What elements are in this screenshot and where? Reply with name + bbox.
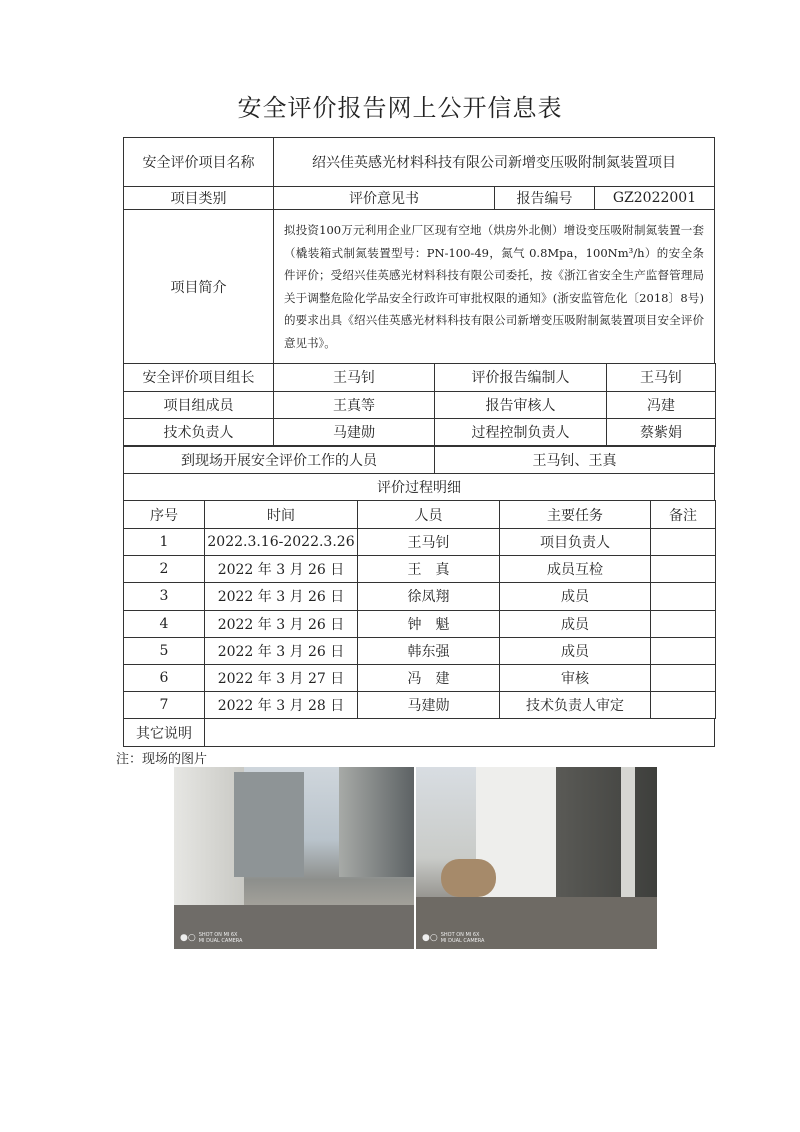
process-cell-seq: 4 xyxy=(123,610,205,638)
process-cell-seq: 7 xyxy=(123,691,205,719)
camera-watermark: ●○ SHOT ON MI 6X MI DUAL CAMERA xyxy=(180,932,243,944)
process-cell-task: 成员 xyxy=(499,610,651,638)
process-cell-time: 2022.3.16-2022.3.26 xyxy=(204,528,358,556)
people-value: 冯建 xyxy=(606,391,716,420)
intro-label: 项目简介 xyxy=(123,209,274,364)
process-cell-time: 2022 年 3 月 27 日 xyxy=(204,664,358,692)
process-cell-remark xyxy=(650,582,716,610)
process-cell-seq: 2 xyxy=(123,555,205,583)
process-cell-time: 2022 年 3 月 28 日 xyxy=(204,691,358,719)
process-cell-seq: 3 xyxy=(123,582,205,610)
report-no-label: 报告编号 xyxy=(494,186,595,210)
process-header-seq: 序号 xyxy=(123,500,205,529)
site-photo-1 xyxy=(174,767,414,949)
process-cell-remark xyxy=(650,691,716,719)
process-cell-time: 2022 年 3 月 26 日 xyxy=(204,582,358,610)
process-cell-remark xyxy=(650,555,716,583)
onsite-label: 到现场开展安全评价工作的人员 xyxy=(123,445,435,474)
people-value: 王马钊 xyxy=(273,363,435,392)
process-cell-time: 2022 年 3 月 26 日 xyxy=(204,555,358,583)
other-label: 其它说明 xyxy=(123,718,205,747)
process-cell-seq: 5 xyxy=(123,637,205,665)
process-cell-person: 冯 建 xyxy=(357,664,500,692)
process-cell-task: 成员 xyxy=(499,582,651,610)
process-cell-task: 项目负责人 xyxy=(499,528,651,556)
intro-text: 拟投资100万元利用企业厂区现有空地（烘房外北侧）增设变压吸附制氮装置一套（橇装箱式制氮装置型号：PN-100-49，氮气 0.8Mpa，100Nm³/h）的安全条件评价；受绍兴佳英感光材料科技有限公司委托，按《浙江省安全生产监督管理局关于调整危险化学品安全行政许可审批权限的通知》(浙安监管危化〔2018〕8号)的要求出具《绍兴佳英感光材料科技有限公司新增变压吸附制氮装置项目安全评价意见书》。 xyxy=(273,209,715,364)
project-name-label: 安全评价项目名称 xyxy=(123,137,274,187)
people-value: 马建勋 xyxy=(273,418,435,447)
page-title: 安全评价报告网上公开信息表 xyxy=(237,94,563,122)
process-cell-person: 马建勋 xyxy=(357,691,500,719)
category-label: 项目类别 xyxy=(123,186,274,210)
process-cell-task: 审核 xyxy=(499,664,651,692)
people-value: 王真等 xyxy=(273,391,435,420)
people-label: 报告审核人 xyxy=(434,391,607,420)
people-label: 评价报告编制人 xyxy=(434,363,607,392)
other-value xyxy=(204,718,715,747)
process-cell-person: 钟 魁 xyxy=(357,610,500,638)
people-value: 王马钊 xyxy=(606,363,716,392)
process-cell-remark xyxy=(650,637,716,665)
process-cell-time: 2022 年 3 月 26 日 xyxy=(204,610,358,638)
process-title: 评价过程明细 xyxy=(123,473,715,501)
process-cell-task: 技术负责人审定 xyxy=(499,691,651,719)
people-label: 技术负责人 xyxy=(123,418,274,447)
report-no: GZ2022001 xyxy=(594,186,715,210)
camera-watermark: ●○ SHOT ON MI 6X MI DUAL CAMERA xyxy=(422,932,485,944)
people-label: 过程控制负责人 xyxy=(434,418,607,447)
process-header-time: 时间 xyxy=(204,500,358,529)
process-cell-person: 徐凤翔 xyxy=(357,582,500,610)
process-cell-seq: 6 xyxy=(123,664,205,692)
process-header-remark: 备注 xyxy=(650,500,716,529)
onsite-people: 王马钊、王真 xyxy=(434,445,715,474)
site-photo-2 xyxy=(416,767,657,949)
process-cell-task: 成员 xyxy=(499,637,651,665)
process-cell-remark xyxy=(650,528,716,556)
process-cell-seq: 1 xyxy=(123,528,205,556)
people-label: 安全评价项目组长 xyxy=(123,363,274,392)
process-cell-remark xyxy=(650,610,716,638)
photo-note: 注：现场的图片 xyxy=(116,752,208,767)
project-name: 绍兴佳英感光材料科技有限公司新增变压吸附制氮装置项目 xyxy=(273,137,715,187)
process-cell-person: 王马钊 xyxy=(357,528,500,556)
process-cell-task: 成员互检 xyxy=(499,555,651,583)
process-header-task: 主要任务 xyxy=(499,500,651,529)
category: 评价意见书 xyxy=(273,186,495,210)
people-value: 蔡紫娟 xyxy=(606,418,716,447)
process-cell-person: 韩东强 xyxy=(357,637,500,665)
process-header-person: 人员 xyxy=(357,500,500,529)
process-cell-remark xyxy=(650,664,716,692)
process-cell-person: 王 真 xyxy=(357,555,500,583)
process-cell-time: 2022 年 3 月 26 日 xyxy=(204,637,358,665)
people-label: 项目组成员 xyxy=(123,391,274,420)
